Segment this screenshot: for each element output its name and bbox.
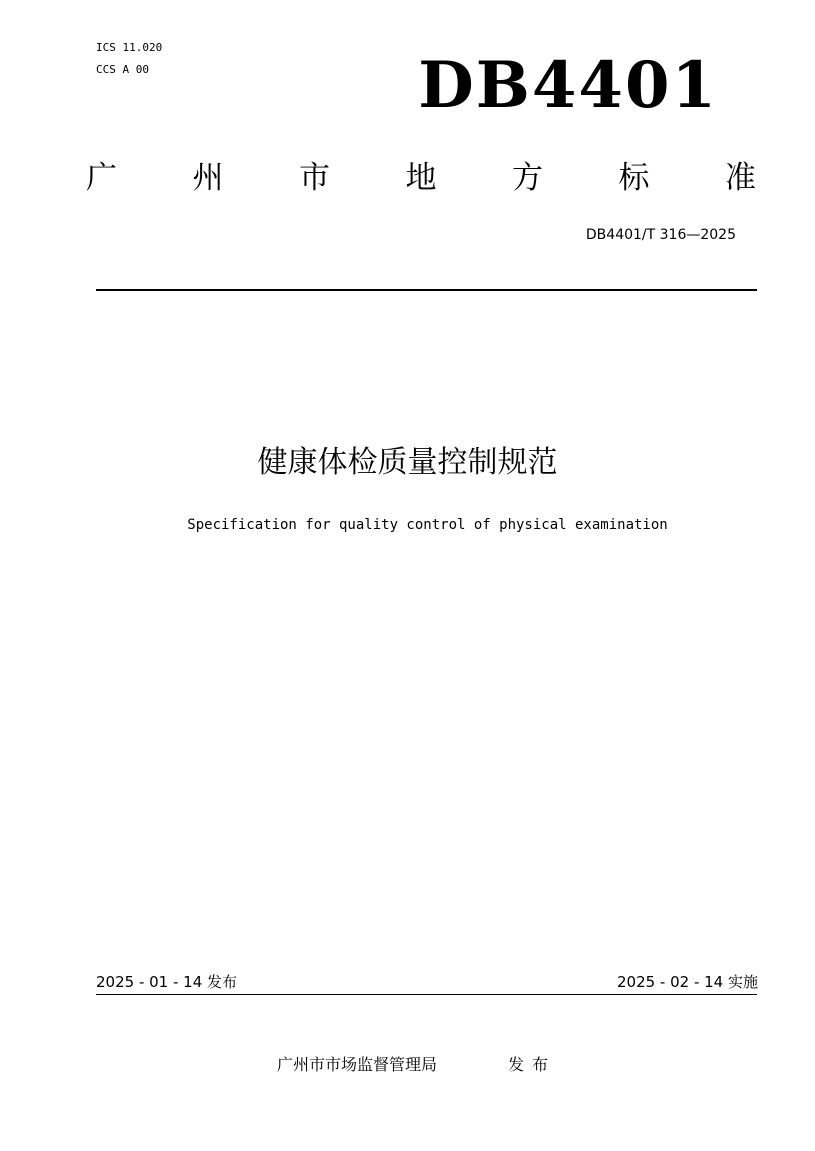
bottom-divider xyxy=(96,994,757,995)
standard-type-char: 方 xyxy=(512,160,543,196)
implementation-date: 2025 - 02 - 14 实施 xyxy=(616,973,758,991)
issue-action: 发布 xyxy=(508,1055,557,1074)
standard-type-char: 市 xyxy=(299,160,330,196)
standard-type-heading xyxy=(86,158,756,198)
standard-type-char: 州 xyxy=(192,160,224,196)
standard-type-char: 准 xyxy=(725,160,756,196)
standard-type-char: 标 xyxy=(618,160,650,196)
document-title-chinese: 健康体检质量控制规范 xyxy=(257,445,558,480)
standard-number: DB4401/T 316—2025 xyxy=(585,227,736,243)
ccs-code: CCS A 00 xyxy=(96,63,149,76)
publish-date: 2025 - 01 - 14 发布 xyxy=(96,973,238,991)
standard-type-char: 广 xyxy=(86,160,117,196)
standard-type-char: 地 xyxy=(405,160,437,196)
top-divider xyxy=(96,289,757,291)
issuing-authority: 广州市市场监督管理局 xyxy=(277,1055,438,1074)
document-title-english: Specification for quality control of physical examination xyxy=(187,517,668,533)
db-logo: DB4401 xyxy=(418,48,718,123)
ics-code: ICS 11.020 xyxy=(96,41,163,54)
